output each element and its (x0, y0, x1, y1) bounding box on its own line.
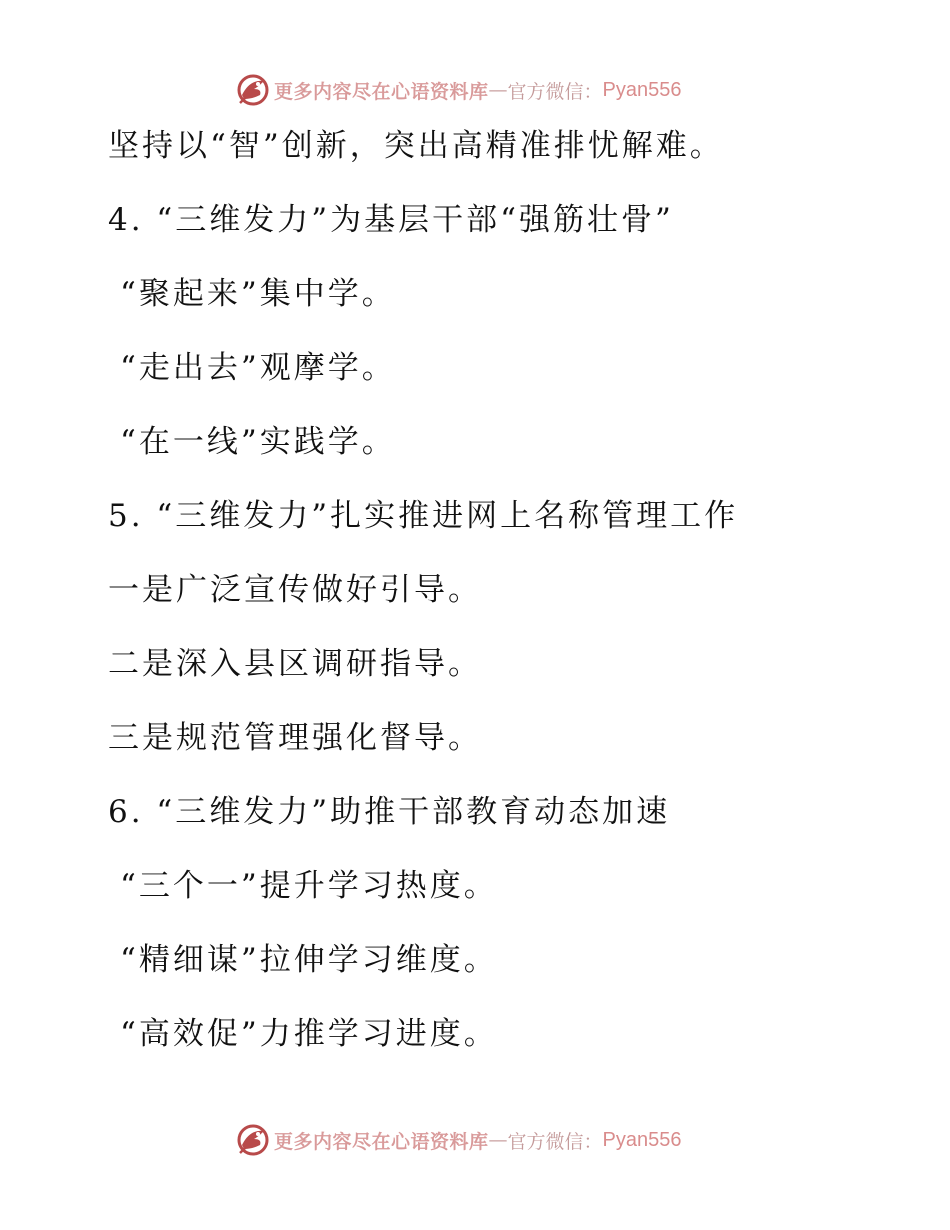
banner-main-text: 更多内容尽在心语资料库 (274, 80, 489, 103)
text-line: 坚持以“智”创新，突出高精准排忧解难。 (108, 128, 724, 164)
text-line: 二是深入县区调研指导。 (108, 646, 482, 682)
banner-wechat-id: Pyan556 (602, 1128, 682, 1151)
banner-contact-label: 官方微信： (507, 1130, 603, 1153)
banner-main-text: 更多内容尽在心语资料库 (274, 1130, 489, 1153)
banner-contact-label: 官方微信： (507, 80, 603, 103)
text-line: “三个一”提升学习热度。 (120, 868, 498, 904)
text-line: 一是广泛宣传做好引导。 (108, 572, 482, 608)
text-line: “走出去”观摩学。 (120, 350, 396, 386)
pen-logo-icon (236, 73, 270, 107)
text-line: “聚起来”集中学。 (120, 276, 396, 312)
pen-logo-icon (236, 1123, 270, 1157)
section-heading-4: 4. “三维发力”为基层干部“强筋壮骨” (108, 202, 674, 238)
text-line: “精细谋”拉伸学习维度。 (120, 942, 498, 978)
footer-banner (236, 1122, 682, 1158)
section-heading-6: 6. “三维发力”助推干部教育动态加速 (108, 794, 671, 830)
section-heading-5: 5. “三维发力”扎实推进网上名称管理工作 (108, 498, 739, 534)
text-line: “在一线”实践学。 (120, 424, 396, 460)
banner-dash: — (488, 1129, 508, 1151)
banner-dash: — (488, 79, 508, 101)
text-line: “高效促”力推学习进度。 (120, 1016, 498, 1052)
text-line: 三是规范管理强化督导。 (108, 720, 482, 756)
banner-wechat-id: Pyan556 (602, 78, 682, 101)
header-banner (236, 72, 682, 108)
